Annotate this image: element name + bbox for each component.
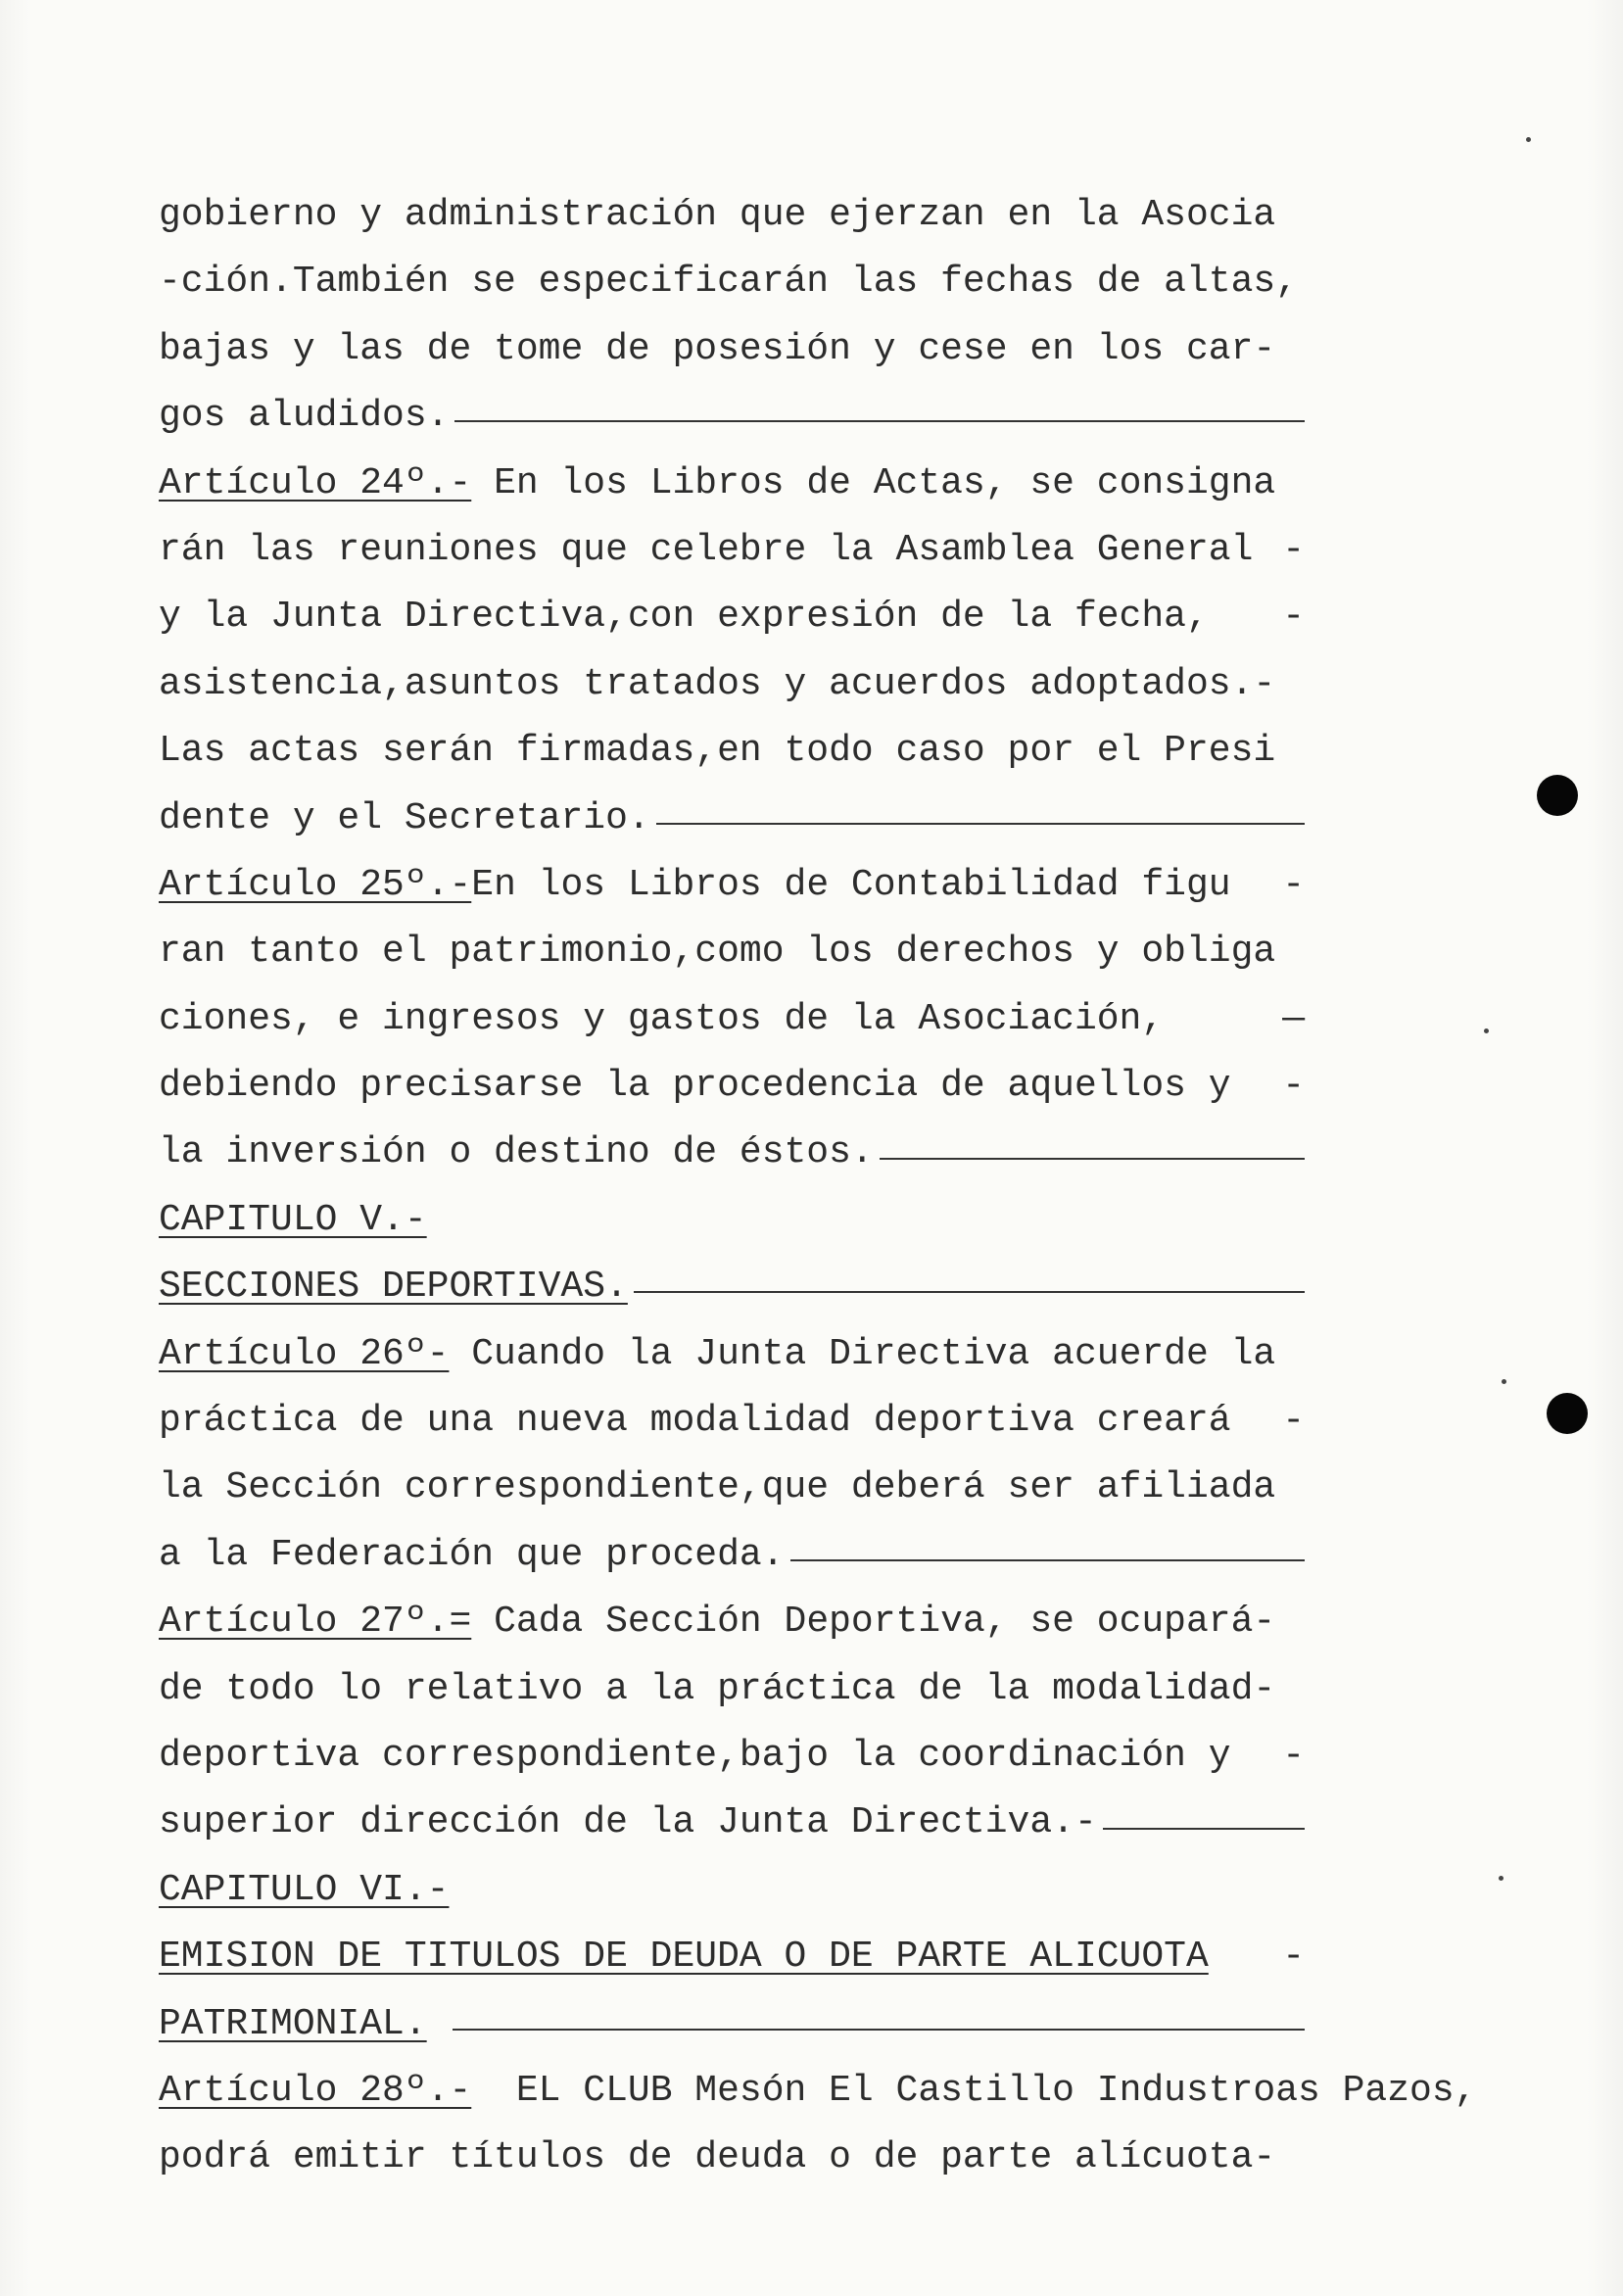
line-text: de todo lo relativo a la práctica de la modalidad- (159, 1667, 1276, 1710)
text-line (159, 1053, 1305, 1120)
article-heading: Artículo 26º- (159, 1332, 450, 1375)
line-end-mark: - (1282, 528, 1305, 571)
line-text: -ción.También se especificarán las fechas de altas, (159, 261, 1298, 304)
text-line (159, 383, 1305, 450)
text-line (159, 1857, 1305, 1924)
article-heading: Artículo 27º.= (159, 1601, 472, 1644)
line-end-mark: - (1282, 863, 1305, 906)
fill-line (454, 420, 1305, 422)
line-text: y la Junta Directiva,con expresión de la fecha, (159, 596, 1209, 639)
paper-speck (1502, 1379, 1506, 1384)
line-text: la inversión o destino de éstos. (159, 1131, 874, 1174)
line-text: gobierno y administración que ejerzan en la Asocia (159, 194, 1276, 236)
chapter-title: PATRIMONIAL. (159, 2002, 427, 2045)
text-line (159, 1388, 1305, 1455)
paper-speck (1526, 137, 1531, 142)
paper-speck (1484, 1028, 1489, 1033)
text-line (159, 718, 1305, 785)
line-text: práctica de una nueva modalidad deportiva creará (159, 1400, 1231, 1443)
line-text: a la Federación que proceda. (159, 1533, 785, 1576)
line-text: EL CLUB Mesón El Castillo Industroas Pazos, (471, 2069, 1477, 2112)
text-line (159, 2058, 1476, 2125)
text-line (159, 986, 1305, 1053)
text-line (159, 1455, 1305, 1521)
line-end-mark: - (1282, 1734, 1305, 1777)
chapter-heading: CAPITULO VI.- (159, 1868, 450, 1911)
typed-text-block (159, 182, 1477, 2192)
fill-line (880, 1158, 1305, 1160)
line-end-mark: - (1282, 1936, 1305, 1979)
paper-speck (1499, 1876, 1504, 1881)
text-line (159, 1790, 1305, 1856)
text-line (159, 1254, 1305, 1320)
line-text: superior dirección de la Junta Directiva.- (159, 1801, 1097, 1844)
text-line (159, 1522, 1305, 1589)
line-text: dente y el Secretario. (159, 796, 650, 839)
text-line (159, 517, 1305, 584)
line-text: Cuando la Junta Directiva acuerde la (449, 1332, 1276, 1375)
fill-line (1103, 1828, 1305, 1830)
punch-hole (1547, 1393, 1588, 1434)
line-text: deportiva correspondiente,bajo la coordinación y (159, 1734, 1231, 1777)
line-text: bajas y las de tome de posesión y cese en los car- (159, 327, 1276, 370)
text-line (159, 249, 1305, 315)
line-text: podrá emitir títulos de deuda o de parte alícuota- (159, 2136, 1276, 2179)
text-line (159, 651, 1305, 718)
text-line (159, 1991, 1305, 2058)
article-heading: Artículo 25º.- (159, 863, 472, 906)
punch-hole (1537, 775, 1578, 816)
text-line (159, 584, 1305, 650)
line-text: la Sección correspondiente,que deberá ser afiliada (159, 1466, 1276, 1509)
text-line (159, 2125, 1305, 2191)
text-line (159, 451, 1305, 517)
text-line (159, 786, 1305, 852)
chapter-heading: CAPITULO V.- (159, 1198, 427, 1241)
fill-line (656, 823, 1305, 825)
text-line (159, 1120, 1305, 1186)
text-line (159, 1924, 1305, 1990)
text-line (159, 316, 1305, 383)
line-text: gos aludidos. (159, 395, 450, 438)
text-line (159, 852, 1305, 919)
article-heading: Artículo 28º.- (159, 2069, 472, 2112)
line-text: asistencia,asuntos tratados y acuerdos adoptados.- (159, 662, 1276, 705)
text-line (159, 182, 1305, 249)
line-end-mark: - (1282, 596, 1305, 639)
line-text: Las actas serán firmadas,en todo caso por el Presi (159, 730, 1276, 773)
fill-line (634, 1291, 1305, 1293)
line-text: rán las reuniones que celebre la Asamblea General (159, 528, 1254, 571)
line-text: ciones, e ingresos y gastos de la Asociación, (159, 997, 1165, 1040)
text-line (159, 1589, 1305, 1655)
chapter-title: EMISION DE TITULOS DE DEUDA O DE PARTE ALICUOTA (159, 1936, 1209, 1979)
line-text: Cada Sección Deportiva, se ocupará- (471, 1601, 1276, 1644)
line-text: En los Libros de Contabilidad figu (471, 863, 1231, 906)
article-heading: Artículo 24º.- (159, 461, 472, 504)
text-line (159, 1723, 1305, 1790)
fill-line (790, 1559, 1305, 1561)
line-end-mark: - (1282, 1400, 1305, 1443)
line-end-mark: - (1282, 1065, 1305, 1108)
line-end-mark: — (1282, 997, 1305, 1040)
line-text: En los Libros de Actas, se consigna (471, 461, 1276, 504)
text-line (159, 1321, 1305, 1388)
text-line (159, 1187, 1305, 1254)
line-text: ran tanto el patrimonio,como los derechos y obliga (159, 931, 1276, 974)
text-line (159, 919, 1305, 985)
fill-line (453, 2029, 1305, 2031)
text-line (159, 1656, 1305, 1723)
line-text: debiendo precisarse la procedencia de aquellos y (159, 1065, 1231, 1108)
chapter-title: SECCIONES DEPORTIVAS. (159, 1266, 628, 1309)
